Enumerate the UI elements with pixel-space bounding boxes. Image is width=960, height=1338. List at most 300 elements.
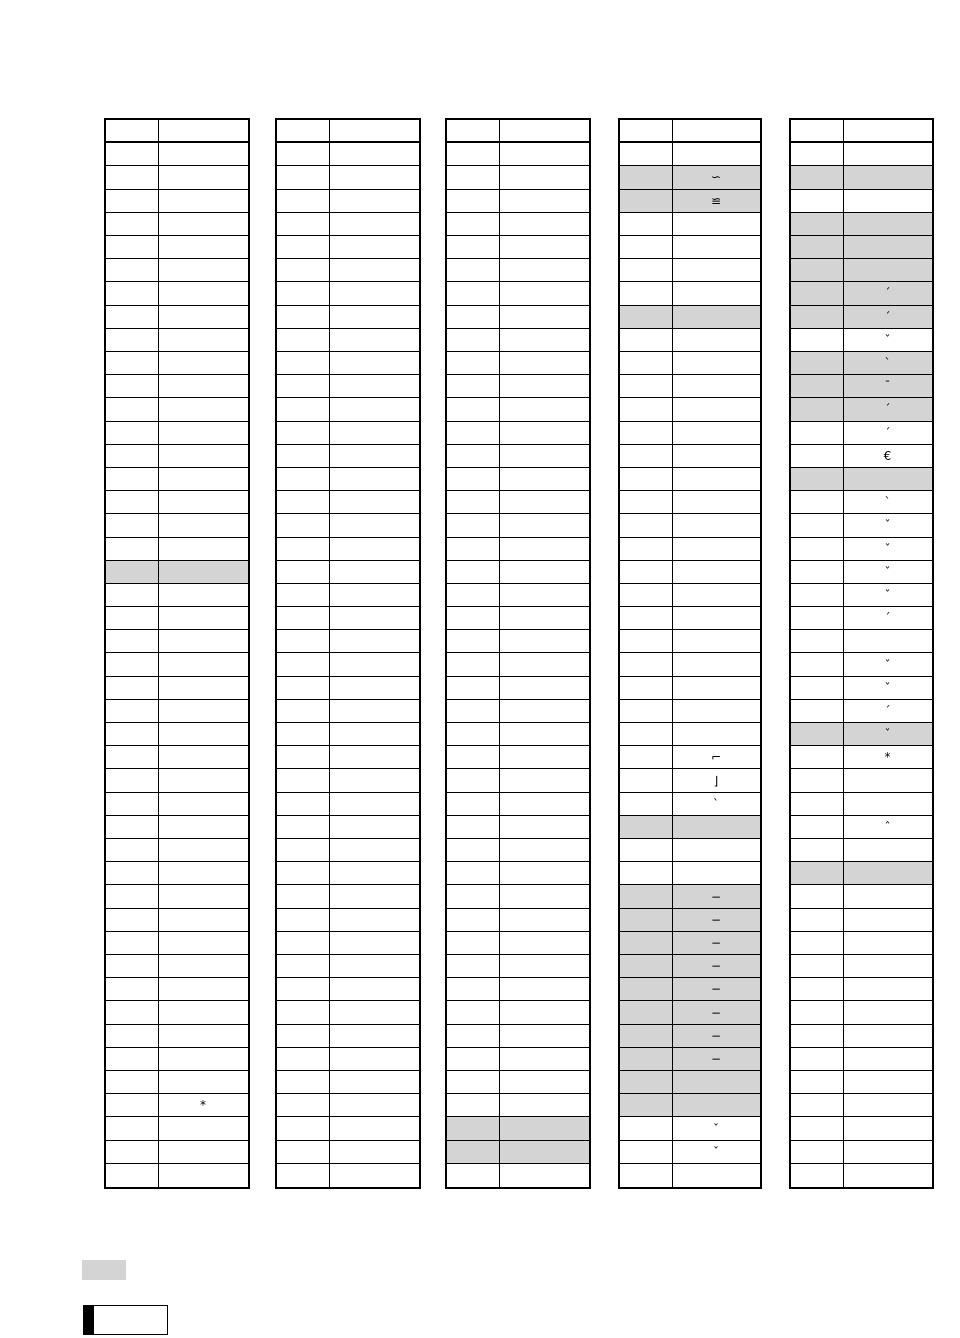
table-cell <box>843 1048 932 1070</box>
table-cell <box>158 793 248 815</box>
table-cell <box>672 468 760 490</box>
table-cell <box>329 306 419 328</box>
table-row <box>620 677 760 700</box>
table-row <box>277 723 419 746</box>
table-cell <box>329 816 419 838</box>
table-row <box>791 723 932 746</box>
table-cell <box>843 1094 932 1116</box>
table-row <box>106 398 248 421</box>
table-row <box>106 422 248 445</box>
table-row <box>106 190 248 213</box>
table-cell <box>843 236 932 258</box>
table-row <box>277 862 419 885</box>
table-row <box>620 213 760 236</box>
table-cell: ˇ <box>884 727 891 742</box>
table-cell <box>499 1141 589 1163</box>
table-cell <box>843 862 932 884</box>
table-cell <box>499 1071 589 1093</box>
table-cell: ˇ <box>884 541 891 556</box>
table-cell <box>843 955 932 977</box>
table-cell <box>672 816 760 838</box>
table-cell <box>499 654 589 676</box>
table-row <box>791 514 932 537</box>
table-cell <box>499 538 589 560</box>
table-cell <box>843 978 932 1000</box>
table-row <box>447 816 589 839</box>
table-row <box>106 584 248 607</box>
table-1 <box>104 118 250 1189</box>
table-cell <box>499 1048 589 1070</box>
table-cell <box>329 143 419 165</box>
table-row <box>106 1025 248 1048</box>
table-row <box>277 491 419 514</box>
table-cell <box>158 213 248 235</box>
table-row <box>447 677 589 700</box>
table-cell <box>672 306 760 328</box>
table-cell <box>158 1048 248 1070</box>
table-cell <box>329 1025 419 1047</box>
table-row <box>447 746 589 769</box>
table-row <box>106 1094 248 1117</box>
table-cell <box>329 352 419 374</box>
table-cell <box>672 445 760 467</box>
table-row <box>620 607 760 630</box>
legend-gray-swatch <box>82 1260 126 1280</box>
table-row <box>106 769 248 792</box>
table-row <box>791 236 932 259</box>
table-header-row <box>791 120 932 143</box>
table-row <box>277 1094 419 1117</box>
table-cell: − <box>710 935 722 950</box>
table-cell <box>499 723 589 745</box>
table-cell <box>672 1164 760 1187</box>
table-cell <box>329 190 419 212</box>
table-2 <box>275 118 421 1189</box>
table-row <box>791 329 932 352</box>
table-row <box>106 700 248 723</box>
table-cell <box>158 769 248 791</box>
table-row <box>277 839 419 862</box>
table-cell <box>843 909 932 931</box>
table-row <box>791 1094 932 1117</box>
table-row <box>620 236 760 259</box>
table-cell <box>499 909 589 931</box>
table-cell <box>499 514 589 536</box>
table-cell <box>499 955 589 977</box>
table-row <box>106 746 248 769</box>
table-row <box>791 955 932 978</box>
table-row <box>620 1141 760 1164</box>
table-cell <box>499 1094 589 1116</box>
table-row <box>791 213 932 236</box>
table-cell: ⌋ <box>713 773 719 788</box>
table-cell: ˋ <box>884 356 891 371</box>
table-row <box>106 514 248 537</box>
table-row <box>791 1001 932 1024</box>
table-row <box>620 1025 760 1048</box>
table-cell <box>672 561 760 583</box>
table-cell <box>158 445 248 467</box>
table-row <box>277 955 419 978</box>
table-row <box>277 422 419 445</box>
table-cell <box>329 561 419 583</box>
table-cell <box>499 677 589 699</box>
table-cell <box>672 398 760 420</box>
table-cell <box>672 213 760 235</box>
table-cell <box>329 259 419 281</box>
table-cell <box>158 561 248 583</box>
table-cell: ˊ <box>884 611 891 626</box>
table-cell <box>499 607 589 629</box>
table-row <box>277 259 419 282</box>
table-cell: * <box>200 1098 206 1113</box>
table-cell <box>158 1164 248 1187</box>
table-row <box>791 166 932 189</box>
table-cell <box>329 329 419 351</box>
table-row <box>620 584 760 607</box>
table-row <box>447 700 589 723</box>
table-row <box>277 885 419 908</box>
table-row <box>791 793 932 816</box>
table-row <box>106 885 248 908</box>
table-row <box>620 143 760 166</box>
table-row <box>277 607 419 630</box>
table-cell <box>158 514 248 536</box>
table-row <box>106 630 248 653</box>
table-cell <box>672 514 760 536</box>
table-cell: ˆ <box>884 819 891 834</box>
table-cell <box>843 213 932 235</box>
table-row <box>620 1117 760 1140</box>
table-cell <box>158 190 248 212</box>
table-cell: ˇ <box>884 588 891 602</box>
table-cell <box>329 654 419 676</box>
table-cell <box>158 236 248 258</box>
table-row <box>791 607 932 630</box>
table-cell <box>329 793 419 815</box>
table-row <box>447 143 589 166</box>
table-cell <box>499 236 589 258</box>
table-cell: € <box>883 448 892 463</box>
table-row <box>620 468 760 491</box>
table-cell <box>843 1001 932 1023</box>
table-cell: ˋ <box>884 495 891 510</box>
table-cell <box>329 677 419 699</box>
table-row <box>277 677 419 700</box>
table-row <box>447 352 589 375</box>
table-row <box>277 1164 419 1187</box>
table-row <box>447 329 589 352</box>
table-cell <box>158 584 248 606</box>
table-cell: ˇ <box>713 1144 719 1159</box>
table-cell <box>329 839 419 861</box>
table-row <box>106 166 248 189</box>
table-row <box>277 190 419 213</box>
table-cell <box>158 491 248 513</box>
table-row <box>106 259 248 282</box>
table-row <box>620 375 760 398</box>
table-cell <box>329 584 419 606</box>
table-cell <box>158 352 248 374</box>
table-cell <box>158 468 248 490</box>
table-row <box>106 306 248 329</box>
column-divider <box>499 120 500 1187</box>
table-row <box>106 143 248 166</box>
table-cell <box>672 1071 760 1093</box>
table-cell <box>499 978 589 1000</box>
column-divider <box>672 120 673 1187</box>
table-row <box>106 375 248 398</box>
table-row <box>620 654 760 677</box>
table-cell <box>158 120 248 141</box>
table-cell <box>158 422 248 444</box>
table-row <box>620 932 760 955</box>
table-row <box>447 630 589 653</box>
table-cell: − <box>710 1005 722 1020</box>
table-row <box>791 654 932 677</box>
table-row <box>447 909 589 932</box>
table-row <box>447 932 589 955</box>
table-cell <box>158 677 248 699</box>
table-row <box>620 306 760 329</box>
table-row <box>447 1071 589 1094</box>
table-cell: ˇ <box>884 657 891 672</box>
table-row <box>106 282 248 305</box>
table-row <box>447 793 589 816</box>
table-cell <box>329 398 419 420</box>
table-cell: ˊ <box>884 309 891 324</box>
table-cell: * <box>884 750 891 765</box>
table-row <box>277 584 419 607</box>
table-cell <box>329 885 419 907</box>
table-cell <box>672 422 760 444</box>
table-row <box>277 700 419 723</box>
table-cell <box>843 1025 932 1047</box>
table-cell <box>158 862 248 884</box>
table-cell <box>672 538 760 560</box>
table-cell <box>329 862 419 884</box>
table-row <box>106 1071 248 1094</box>
table-row <box>106 909 248 932</box>
table-row <box>106 561 248 584</box>
table-cell <box>329 978 419 1000</box>
table-row <box>620 746 760 769</box>
table-row <box>447 1048 589 1071</box>
table-row <box>447 213 589 236</box>
table-row <box>447 1001 589 1024</box>
table-cell: − <box>710 959 722 974</box>
table-row <box>620 769 760 792</box>
table-row <box>620 630 760 653</box>
table-cell <box>499 306 589 328</box>
table-row <box>791 1117 932 1140</box>
table-cell <box>499 746 589 768</box>
table-cell <box>329 723 419 745</box>
table-row <box>620 422 760 445</box>
table-5 <box>789 118 934 1189</box>
table-cell <box>499 1117 589 1139</box>
table-row <box>447 422 589 445</box>
table-cell <box>672 120 760 141</box>
column-divider <box>843 120 844 1187</box>
table-3 <box>445 118 591 1189</box>
table-cell <box>672 630 760 652</box>
table-row <box>791 352 932 375</box>
table-cell <box>843 1164 932 1187</box>
table-row <box>791 1164 932 1187</box>
table-row <box>106 1048 248 1071</box>
table-cell <box>672 607 760 629</box>
table-cell <box>672 677 760 699</box>
table-cell: ˇ <box>884 680 891 695</box>
table-cell: − <box>710 1051 722 1066</box>
table-row <box>791 1141 932 1164</box>
table-cell <box>499 1001 589 1023</box>
table-cell <box>499 1164 589 1187</box>
table-row <box>277 306 419 329</box>
table-cell <box>499 120 589 141</box>
table-cell <box>843 793 932 815</box>
table-row <box>106 1001 248 1024</box>
table-row <box>106 1141 248 1164</box>
table-row <box>620 862 760 885</box>
table-cell <box>158 816 248 838</box>
table-cell <box>672 700 760 722</box>
table-header-row <box>447 120 589 143</box>
table-row <box>106 236 248 259</box>
table-row <box>791 584 932 607</box>
table-cell <box>329 1048 419 1070</box>
table-row <box>277 514 419 537</box>
table-row <box>447 607 589 630</box>
table-cell <box>499 839 589 861</box>
table-row <box>277 1025 419 1048</box>
table-cell: ∽ <box>710 170 722 185</box>
table-row <box>106 538 248 561</box>
table-cell <box>843 166 932 188</box>
table-cell <box>329 1001 419 1023</box>
table-row <box>277 793 419 816</box>
table-cell <box>499 1025 589 1047</box>
table-cell <box>158 885 248 907</box>
table-row <box>447 491 589 514</box>
table-cell <box>499 398 589 420</box>
table-row <box>791 445 932 468</box>
table-cell <box>843 1071 932 1093</box>
table-cell <box>158 654 248 676</box>
table-row <box>791 422 932 445</box>
table-row <box>106 677 248 700</box>
table-cell <box>158 700 248 722</box>
table-cell <box>499 885 589 907</box>
table-row <box>620 1164 760 1187</box>
table-row <box>106 329 248 352</box>
table-cell <box>158 607 248 629</box>
table-cell <box>499 143 589 165</box>
table-row <box>447 398 589 421</box>
table-cell <box>672 143 760 165</box>
table-cell <box>499 491 589 513</box>
table-cell: ˇ <box>884 518 891 533</box>
table-row <box>447 375 589 398</box>
table-cell <box>329 932 419 954</box>
table-cell: ˊ <box>884 286 891 301</box>
table-cell <box>843 190 932 212</box>
table-cell <box>843 839 932 861</box>
table-cell <box>329 538 419 560</box>
table-row <box>106 793 248 816</box>
table-cell <box>499 561 589 583</box>
table-row <box>277 561 419 584</box>
table-cell <box>329 445 419 467</box>
table-row <box>620 793 760 816</box>
table-row <box>106 1164 248 1187</box>
table-row <box>620 1048 760 1071</box>
table-row <box>277 352 419 375</box>
table-row <box>277 746 419 769</box>
table-row <box>620 538 760 561</box>
table-cell <box>329 1094 419 1116</box>
table-cell: ⌐ <box>710 750 722 765</box>
table-cell <box>329 236 419 258</box>
table-row <box>620 282 760 305</box>
table-cell <box>499 700 589 722</box>
table-row <box>106 839 248 862</box>
table-row <box>620 166 760 189</box>
table-cell: ˋ <box>713 796 719 811</box>
table-row <box>791 491 932 514</box>
table-row <box>277 1141 419 1164</box>
table-row <box>620 1071 760 1094</box>
table-cell <box>843 143 932 165</box>
table-row <box>277 398 419 421</box>
table-row <box>447 259 589 282</box>
table-row <box>620 723 760 746</box>
table-cell: − <box>710 912 722 927</box>
table-cell <box>499 166 589 188</box>
table-cell: − <box>710 889 722 904</box>
table-cell <box>158 329 248 351</box>
table-row <box>447 1141 589 1164</box>
table-row <box>277 1048 419 1071</box>
table-row <box>277 445 419 468</box>
table-cell <box>499 445 589 467</box>
table-cell <box>158 723 248 745</box>
table-cell <box>672 1094 760 1116</box>
table-row <box>447 955 589 978</box>
table-row <box>791 700 932 723</box>
table-cell <box>499 769 589 791</box>
table-row <box>791 375 932 398</box>
table-cell <box>329 282 419 304</box>
table-cell <box>158 1117 248 1139</box>
table-row <box>620 398 760 421</box>
table-cell: ˊ <box>884 425 891 440</box>
table-row <box>791 839 932 862</box>
table-cell <box>672 491 760 513</box>
table-row <box>791 538 932 561</box>
table-row <box>620 885 760 908</box>
table-cell: ≌ <box>710 193 722 208</box>
table-row <box>447 654 589 677</box>
table-cell <box>499 584 589 606</box>
table-row <box>277 978 419 1001</box>
table-cell <box>158 398 248 420</box>
table-cell <box>158 630 248 652</box>
table-row <box>620 329 760 352</box>
table-cell <box>672 259 760 281</box>
table-cell <box>672 584 760 606</box>
